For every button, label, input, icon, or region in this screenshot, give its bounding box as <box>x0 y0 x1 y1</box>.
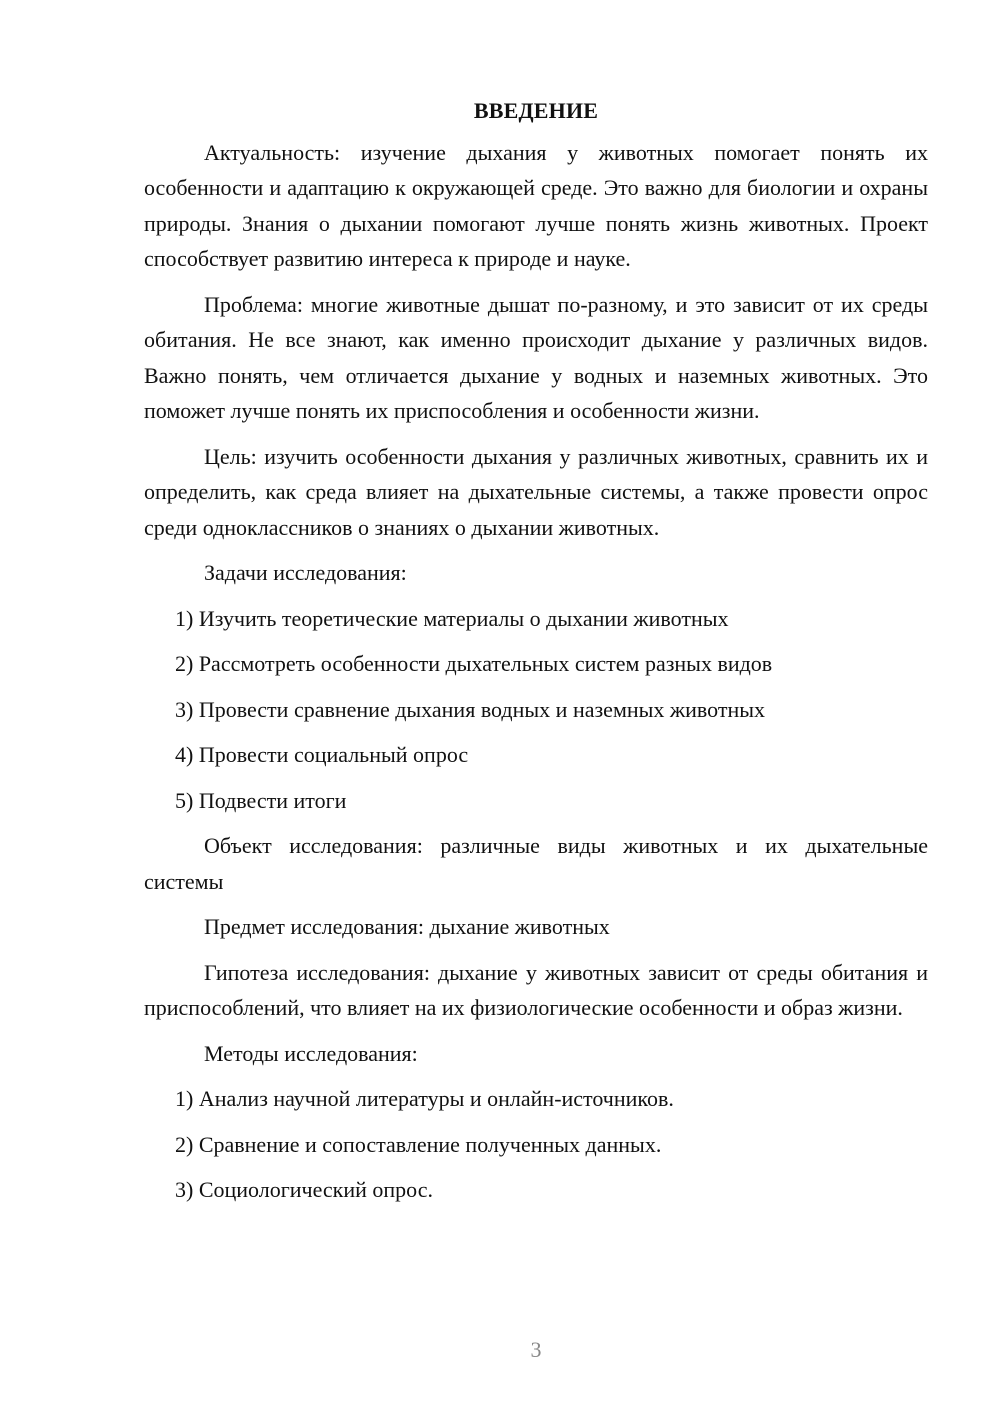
page-title: ВВЕДЕНИЕ <box>473 98 599 123</box>
methods-heading: Методы исследования: <box>204 1040 418 1066</box>
page-content <box>144 93 928 1218</box>
task-item: 2) Рассмотреть особенности дыхательных систем разных видов <box>175 651 773 676</box>
method-item: 2) Сравнение и сопоставление полученных данных. <box>175 1131 662 1157</box>
page-number: 3 <box>530 1337 542 1362</box>
method-item: 3) Социологический опрос. <box>175 1177 433 1202</box>
problem-paragraph: Проблема: многие животные дышат по-разному, и это зависит от их среды обитания. Не все знают, как именно происходит дыхание у различных видов. Важно понять, чем отличается дыхание у водных и наземных животных. Это поможет лучше понять их приспособления и особенности жизни. <box>144 291 928 423</box>
subject-line: Предмет исследования: дыхание животных <box>204 914 610 939</box>
hypothesis-paragraph: Гипотеза исследования: дыхание у животных зависит от среды обитания и приспособлений, что влияет на их физиологические особенности и образ жизни. <box>144 959 928 1020</box>
task-item: 4) Провести социальный опрос <box>175 742 469 767</box>
task-item: 3) Провести сравнение дыхания водных и наземных животных <box>175 696 766 722</box>
goal-paragraph: Цель: изучить особенности дыхания у различных животных, сравнить их и определить, как среда влияет на дыхательные системы, а также провести опрос среди одноклассников о знаниях о дыхании животных. <box>144 443 928 540</box>
relevance-paragraph: Актуальность: изучение дыхания у животных помогает понять их особенности и адаптацию к окружающей среде. Это важно для биологии и охраны природы. Знания о дыхании помогают лучше понять жизнь животных. Проект способствует развитию интереса к природе и науке. <box>144 139 928 271</box>
object-paragraph: Объект исследования: различные виды животных и их дыхательные системы <box>144 833 928 894</box>
tasks-heading: Задачи исследования: <box>204 560 407 585</box>
task-item: 1) Изучить теоретические материалы о дыхании животных <box>175 605 729 631</box>
method-item: 1) Анализ научной литературы и онлайн-источников. <box>175 1086 674 1111</box>
task-item: 5) Подвести итоги <box>175 787 347 813</box>
